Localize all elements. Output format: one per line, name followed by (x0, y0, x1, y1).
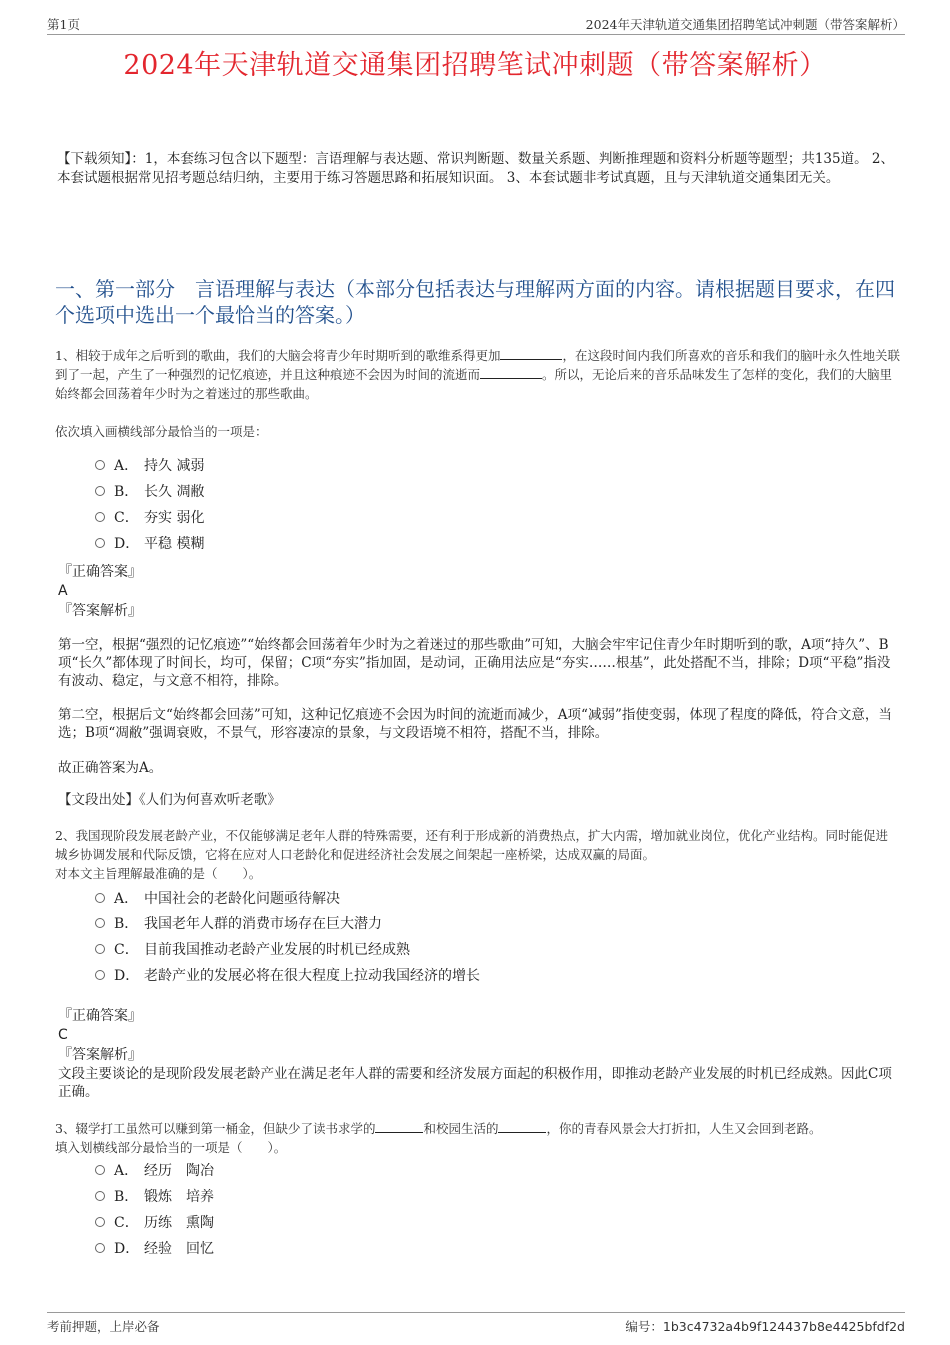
question-2-text: 2、我国现阶段发展老龄产业，不仅能够满足老年人群的特殊需要，还有利于形成新的消费热点，扩大内需，增加就业岗位，优化产业结构。同时能促进城乡协调发展和代际反馈，它将在应对人口老龄化和促进经济社会发展之间架起一座桥梁，达成双赢的局面。 (55, 828, 888, 862)
radio-icon[interactable] (95, 1165, 105, 1175)
q1-source: 【文段出处】《人们为何喜欢听老歌》 (58, 792, 281, 808)
q3-option-a[interactable]: A． 经历 陶冶 (95, 1162, 214, 1180)
question-3-text: 3、辍学打工虽然可以赚到第一桶金，但缺少了读书求学的 和校园生活的 ，你的青春风景会大打折扣，人生又会回到老路。 (55, 1121, 822, 1136)
footer-slogan: 考前押题，上岸必备 (47, 1319, 160, 1334)
q2-answer: C (58, 1027, 68, 1043)
radio-icon[interactable] (95, 918, 105, 928)
question-1-prompt: 依次填入画横线部分最恰当的一项是： (55, 424, 268, 439)
q2-option-b[interactable]: B． 我国老年人群的消费市场存在巨大潜力 (95, 915, 382, 933)
q1-analysis-paragraph-2: 第二空，根据后文“始终都会回荡”可知，这种记忆痕迹不会因为时间的流逝而减少，A项“减弱”指使变弱，体现了程度的降低，符合文意，当选；B项“凋敝”强调衰败，不景气，形容凄凉的景象，与文段语境不相符，搭配不当，排除。 (58, 707, 892, 741)
radio-icon[interactable] (95, 460, 105, 470)
radio-icon[interactable] (95, 1243, 105, 1253)
radio-icon[interactable] (95, 1217, 105, 1227)
blank-line (498, 1119, 546, 1133)
question-2-prompt: 对本文主旨理解最准确的是（ ）。 (55, 866, 262, 881)
q1-option-b[interactable]: B． 长久 凋敝 (95, 483, 204, 501)
q1-option-a[interactable]: A． 持久 减弱 (95, 457, 204, 475)
download-notice: 【下载须知】：1，本套练习包含以下题型：言语理解与表达题、常识判断题、数量关系题、判断推理题和资料分析题等题型；共135道。 2、本套试题根据常见招考题总结归纳，主要用于练习答题思路和拓展知识面。 3、本套试题非考试真题，且与天津轨道交通集团无关。 (57, 151, 894, 186)
q1-analysis-paragraph-3: 故正确答案为A。 (58, 760, 163, 776)
footer-code: 编号：1b3c4732a4b9f124437b8e4425bfdf2d (625, 1319, 905, 1334)
q3-option-d[interactable]: D． 经验 回忆 (95, 1240, 214, 1258)
page-number: 第1页 (47, 17, 80, 32)
page-header (47, 12, 905, 35)
q1-answer-label: 『正确答案』 (58, 564, 142, 580)
question-3-prompt: 填入划横线部分最恰当的一项是（ ）。 (55, 1140, 287, 1155)
blank-line (375, 1119, 423, 1133)
blank-line (480, 365, 542, 379)
q1-analysis-paragraph-1: 第一空，根据“强烈的记忆痕迹”“始终都会回荡着年少时为之着迷过的那些歌曲”可知，大脑会牢牢记住青少年时期听到的歌，A项“持久”、B项“长久”都体现了时间长，均可，保留；C项“夯实”指加固，是动词，正确用法应是“夯实……根基”，此处搭配不当，排除；D项“平稳”指没有波动、稳定，与文意不相符，排除。 (58, 637, 891, 689)
question-1-text: 1、相较于成年之后听到的歌曲，我们的大脑会将青少年时期听到的歌维系得更加 ，在这段时间内我们所喜欢的音乐和我们的脑叶永久性地关联到了一起，产生了一种强烈的记忆痕迹，并且这种痕迹不会因为时间的流逝而 。所以，无论后来的音乐品味发生了怎样的变化，我们的大脑里始终都会回荡着年少时为之着迷过的那些歌曲。 (55, 348, 900, 401)
radio-icon[interactable] (95, 970, 105, 980)
q2-analysis-label: 『答案解析』 (58, 1047, 142, 1063)
q2-option-d[interactable]: D． 老龄产业的发展必将在很大程度上拉动我国经济的增长 (95, 967, 480, 985)
document-title: 2024年天津轨道交通集团招聘笔试冲刺题（带答案解析） (123, 50, 827, 81)
radio-icon[interactable] (95, 893, 105, 903)
q2-option-c[interactable]: C． 目前我国推动老龄产业发展的时机已经成熟 (95, 941, 410, 959)
blank-line (500, 346, 562, 360)
radio-icon[interactable] (95, 538, 105, 548)
radio-icon[interactable] (95, 944, 105, 954)
q3-option-b[interactable]: B． 锻炼 培养 (95, 1188, 214, 1206)
q2-option-a[interactable]: A． 中国社会的老龄化问题亟待解决 (95, 890, 340, 908)
section-title: 一、第一部分 言语理解与表达（本部分包括表达与理解两方面的内容。请根据题目要求，在四个选项中选出一个最恰当的答案。） (55, 277, 895, 327)
q3-option-c[interactable]: C． 历练 熏陶 (95, 1214, 214, 1232)
radio-icon[interactable] (95, 486, 105, 496)
radio-icon[interactable] (95, 512, 105, 522)
header-doc-title: 2024年天津轨道交通集团招聘笔试冲刺题（带答案解析） (585, 17, 905, 32)
radio-icon[interactable] (95, 1191, 105, 1201)
q1-answer: A (58, 583, 68, 599)
q1-analysis-label: 『答案解析』 (58, 603, 142, 619)
page-footer (47, 1312, 905, 1333)
q2-answer-label: 『正确答案』 (58, 1008, 142, 1024)
q2-analysis: 文段主要谈论的是现阶段发展老龄产业在满足老年人群的需要和经济发展方面起的积极作用，即推动老龄产业发展的时机已经成熟。因此C项正确。 (58, 1066, 892, 1100)
q1-option-c[interactable]: C． 夯实 弱化 (95, 509, 204, 527)
q1-option-d[interactable]: D． 平稳 模糊 (95, 535, 204, 553)
